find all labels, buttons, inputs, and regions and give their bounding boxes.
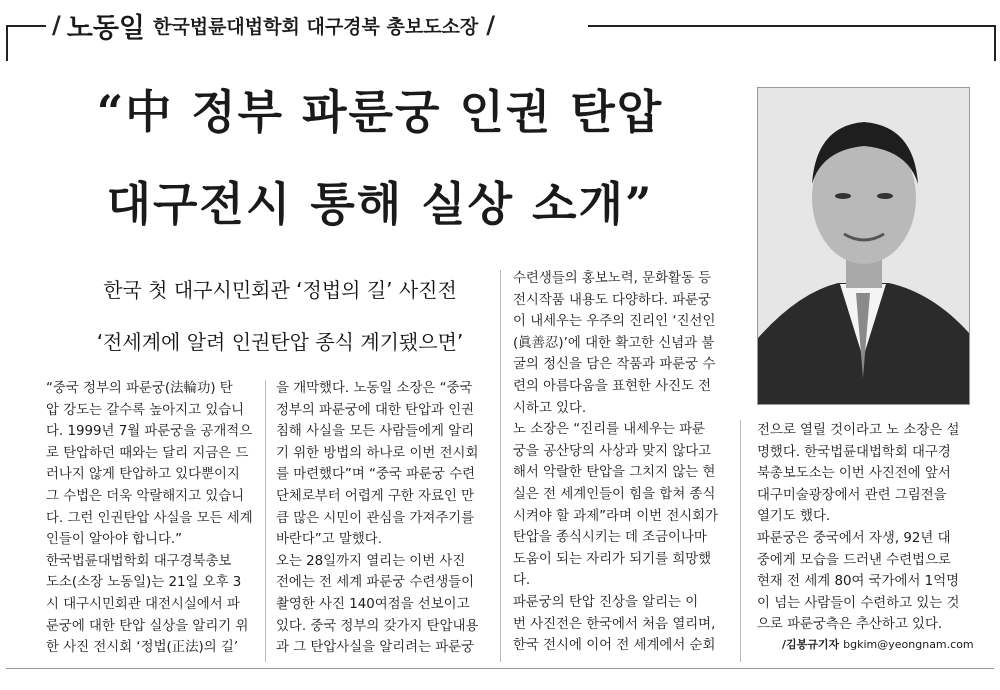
text-line: 룬궁에 대한 탄압 실상을 알리기 위 xyxy=(46,618,249,634)
text-line: 기 위한 방법의 하나로 이번 전시회 xyxy=(276,445,479,461)
frame-line-top-left xyxy=(6,25,46,27)
text-line: “중국 정부의 파룬궁(法輪功) 탄 xyxy=(46,381,233,396)
text-line: 이 넘는 사람들이 수련하고 있는 것 xyxy=(757,595,960,611)
text-line: 한국 전시에 이어 전 세계에서 순회 xyxy=(513,638,716,654)
text-line: 시켜야 할 과제”라며 이번 전시회가 xyxy=(513,508,719,524)
text-line: 정부의 파룬궁에 대한 탄압과 인권 xyxy=(276,402,475,418)
article-column-3 xyxy=(513,268,725,657)
text-line: 수련생들의 홍보노력, 문화활동 등 xyxy=(513,271,712,286)
text-line: 궁을 공산당의 사상과 맞지 않다고 xyxy=(513,443,712,459)
reporter-email: bgkim@yeongnam.com xyxy=(843,638,974,651)
text-line: 촬영한 사진 140여점을 선보이고 xyxy=(276,596,470,612)
article-column-2 xyxy=(276,378,488,659)
text-line: 러나지 않게 탄압하고 있다뿐이지 xyxy=(46,467,240,483)
text-line: 현재 전 세계 80여 국가에서 1억명 xyxy=(757,574,960,590)
text-line: 침해 사실을 모든 사람들에게 알리 xyxy=(276,424,475,440)
text-line: 명했다. 한국법륜대법학회 대구경 xyxy=(757,444,951,460)
header-slash-left: / xyxy=(52,11,61,39)
text-line: 오는 28일까지 열리는 이번 사진 xyxy=(276,553,466,569)
headline-line-2: 대구전시 통해 실상 소개” xyxy=(106,177,654,231)
text-line: 도소(소장 노동일)는 21일 오후 3 xyxy=(46,575,242,591)
text-line: 도움이 되는 자리가 되기를 희망했 xyxy=(513,551,712,567)
text-line: 열기도 했다. xyxy=(757,509,831,525)
column-divider-3 xyxy=(740,420,741,662)
reporter-byline xyxy=(782,636,974,652)
frame-line-top-right xyxy=(588,25,994,27)
text-line: 전에는 전 세계 파룬궁 수련생들이 xyxy=(276,575,475,591)
text-line: 한 사진 전시회 ‘정법(正法)의 길’ xyxy=(46,640,239,656)
column-divider-2 xyxy=(500,270,501,662)
text-line: 을 개막했다. 노동일 소장은 “중국 xyxy=(276,381,473,396)
portrait-photo xyxy=(757,87,970,405)
text-line: 파룬궁은 중국에서 자생, 92년 대 xyxy=(757,530,951,546)
text-line: 굴의 정신을 담은 작품과 파룬궁 수 xyxy=(513,357,716,373)
text-line: 실은 전 세계인들이 힘을 합쳐 종식 xyxy=(513,486,716,502)
text-line: 로 탄압하던 때와는 달리 지금은 드 xyxy=(46,445,249,461)
frame-line-left xyxy=(6,25,8,61)
text-line: (眞善忍)’에 대한 확고한 신념과 불 xyxy=(513,335,715,351)
text-line: 시하고 있다. xyxy=(513,400,587,416)
interviewee-name: 노동일 xyxy=(66,12,146,44)
text-line: 북총보도소는 이번 사진전에 앞서 xyxy=(757,466,951,482)
text-line: 시 대구시민회관 대전시실에서 파 xyxy=(46,596,240,612)
text-line: 압 강도는 갈수록 높아지고 있습니 xyxy=(46,402,245,418)
text-line: 해서 악랄한 탄압을 그치지 않는 현 xyxy=(513,465,716,481)
headline-line-1: “中 정부 파룬궁 인권 탄압 xyxy=(96,85,664,139)
text-line: 그 수법은 더욱 악랄해지고 있습니 xyxy=(46,488,245,504)
text-line: 으로 파룬궁측은 추산하고 있다. xyxy=(757,617,943,633)
column-divider-1 xyxy=(265,380,266,662)
header-slash-right: / xyxy=(486,11,496,39)
text-line: 다. 1999년 7월 파룬궁을 공개적으 xyxy=(46,424,253,440)
article-column-1 xyxy=(46,378,256,659)
subheadline-1: 한국 첫 대구시민회관 ‘정법의 길’ 사진전 xyxy=(103,278,457,302)
text-line: 대구미술광장에서 관련 그림전을 xyxy=(757,487,947,503)
text-line: 전으로 열릴 것이라고 노 소장은 설 xyxy=(757,423,960,438)
text-line: 큼 많은 시민이 관심을 가져주기를 xyxy=(276,510,475,526)
reporter-name: /김봉규기자 xyxy=(782,638,840,651)
interviewee-role: 한국법륜대법학회 대구경북 총보도소장 xyxy=(153,15,479,38)
text-line: 를 마련했다”며 “중국 파룬궁 수련 xyxy=(276,467,476,483)
interview-header xyxy=(52,8,495,42)
text-line: 다. xyxy=(513,573,531,589)
text-line: 한국법륜대법학회 대구경북총보 xyxy=(46,553,232,569)
text-line: 과 그 탄압사실을 알리려는 파룬궁 xyxy=(276,640,475,656)
frame-line-bottom xyxy=(6,668,994,669)
subheadline-2: ‘전세계에 알려 인권탄압 종식 계기됐으면’ xyxy=(96,330,464,354)
text-line: 번 사진전은 한국에서 처음 열리며, xyxy=(513,616,716,632)
frame-line-right xyxy=(994,25,996,61)
text-line: 이 내세우는 우주의 진리인 ‘진선인 xyxy=(513,314,716,330)
text-line: 파룬궁의 탄압 진상을 알리는 이 xyxy=(513,594,699,610)
text-line: 전시작품 내용도 다양하다. 파룬궁 xyxy=(513,292,712,308)
text-line: 단체로부터 어렵게 구한 자료인 만 xyxy=(276,488,475,504)
text-line: 중에게 모습을 드러낸 수련법으로 xyxy=(757,552,951,568)
text-line: 바란다”고 말했다. xyxy=(276,532,382,548)
text-line: 인들이 알아야 합니다.” xyxy=(46,532,183,548)
text-line: 있다. 중국 정부의 갖가지 탄압내용 xyxy=(276,618,479,634)
text-line: 노 소장은 “진리를 내세우는 파룬 xyxy=(513,422,706,438)
article-column-4 xyxy=(757,420,969,636)
portrait-illustration xyxy=(758,88,969,404)
text-line: 련의 아름다움을 표현한 사진도 전 xyxy=(513,378,712,394)
text-line: 다. 그런 인권탄압 사실을 모든 세계 xyxy=(46,510,253,526)
text-line: 탄압을 종식시키는 데 조금이나마 xyxy=(513,530,707,546)
